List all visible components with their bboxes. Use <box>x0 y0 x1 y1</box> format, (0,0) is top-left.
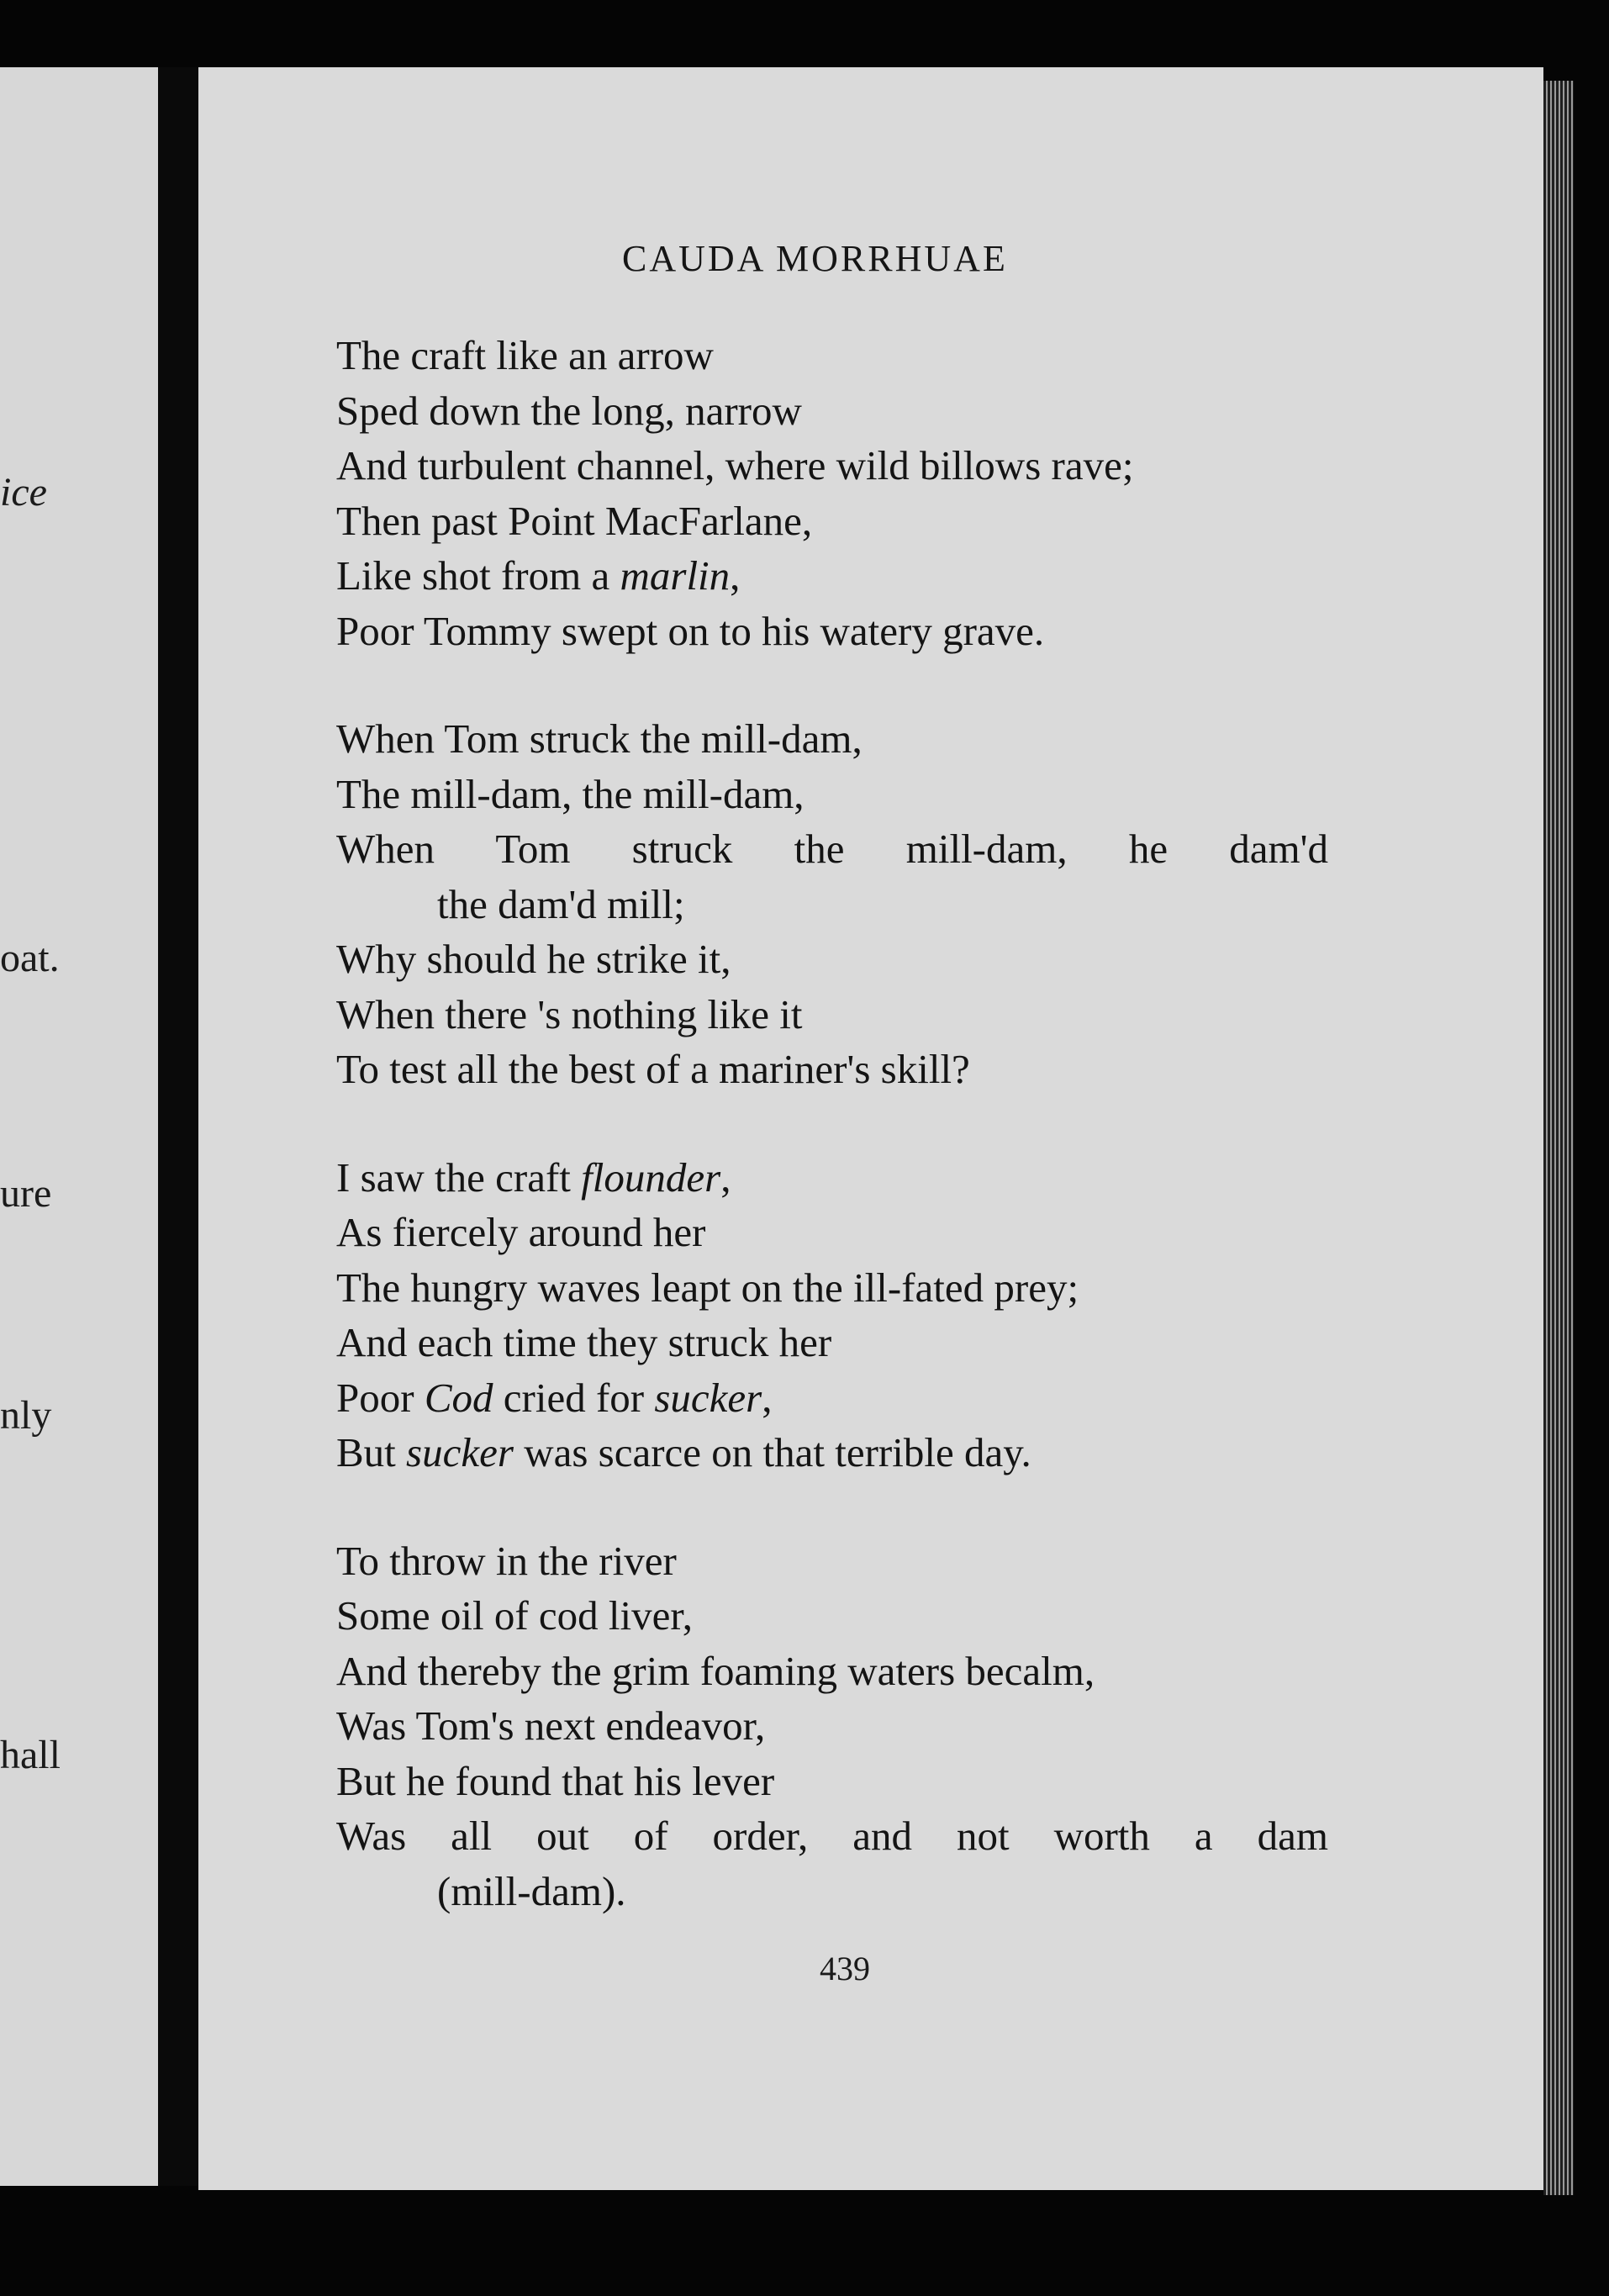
book-gutter <box>158 67 198 2186</box>
poem-line: The craft like an arrow <box>336 332 714 378</box>
stanza <box>336 328 1345 658</box>
poem-line: When Tom struck the mill-dam, <box>336 715 863 762</box>
left-page-fragment: ure <box>0 1171 52 1216</box>
poem-line-continuation: the dam'd mill; <box>437 880 685 927</box>
poem-line: The hungry waves leapt on the ill-fated prey; <box>336 1264 1079 1311</box>
stanza <box>336 711 1345 1097</box>
left-page-fragment: ice <box>0 470 47 515</box>
poem-line: To test all the best of a mariner's skill? <box>336 1046 970 1092</box>
stanza <box>336 1533 1345 1919</box>
poem-line: To throw in the river <box>336 1537 677 1584</box>
left-page-fragment: nly <box>0 1393 52 1438</box>
poem-line: But he found that his lever <box>336 1757 775 1804</box>
poem-line: The mill-dam, the mill-dam, <box>336 770 804 817</box>
poem-line: I saw the craft flounder, <box>336 1153 731 1201</box>
poem-line: Sped down the long, narrow <box>336 387 802 434</box>
poem-line: Some oil of cod liver, <box>336 1592 693 1639</box>
poem-line: But sucker was scarce on that terrible day. <box>336 1429 1031 1475</box>
poem <box>336 328 1345 1971</box>
left-page <box>0 67 158 2186</box>
poem-line-continuation: (mill-dam). <box>437 1867 626 1914</box>
poem-line: And each time they struck her <box>336 1319 832 1365</box>
poem-line: Why should he strike it, <box>336 936 731 982</box>
running-head: CAUDA MORRHUAE <box>622 238 1008 279</box>
stanza <box>336 1150 1345 1481</box>
poem-line: And turbulent channel, where wild billows rave; <box>336 442 1134 488</box>
poem-line: When Tom struck the mill-dam, he dam'd <box>336 826 1328 872</box>
poem-line: Then past Point MacFarlane, <box>336 497 813 544</box>
poem-line: And thereby the grim foaming waters becalm, <box>336 1647 1095 1694</box>
poem-line: Was Tom's next endeavor, <box>336 1702 766 1749</box>
poem-line: Poor Tommy swept on to his watery grave. <box>336 607 1045 654</box>
poem-line: As fiercely around her <box>336 1209 706 1255</box>
page-edge <box>1543 81 1574 2195</box>
left-page-fragment: oat. <box>0 936 60 980</box>
poem-line: Like shot from a marlin, <box>336 552 741 599</box>
poem-line: Was all out of order, and not worth a dam <box>336 1813 1328 1859</box>
poem-line: Poor Cod cried for sucker, <box>336 1374 773 1421</box>
page-number: 439 <box>820 1950 870 1987</box>
left-page-fragment: hall <box>0 1733 61 1777</box>
poem-line: When there 's nothing like it <box>336 990 803 1037</box>
